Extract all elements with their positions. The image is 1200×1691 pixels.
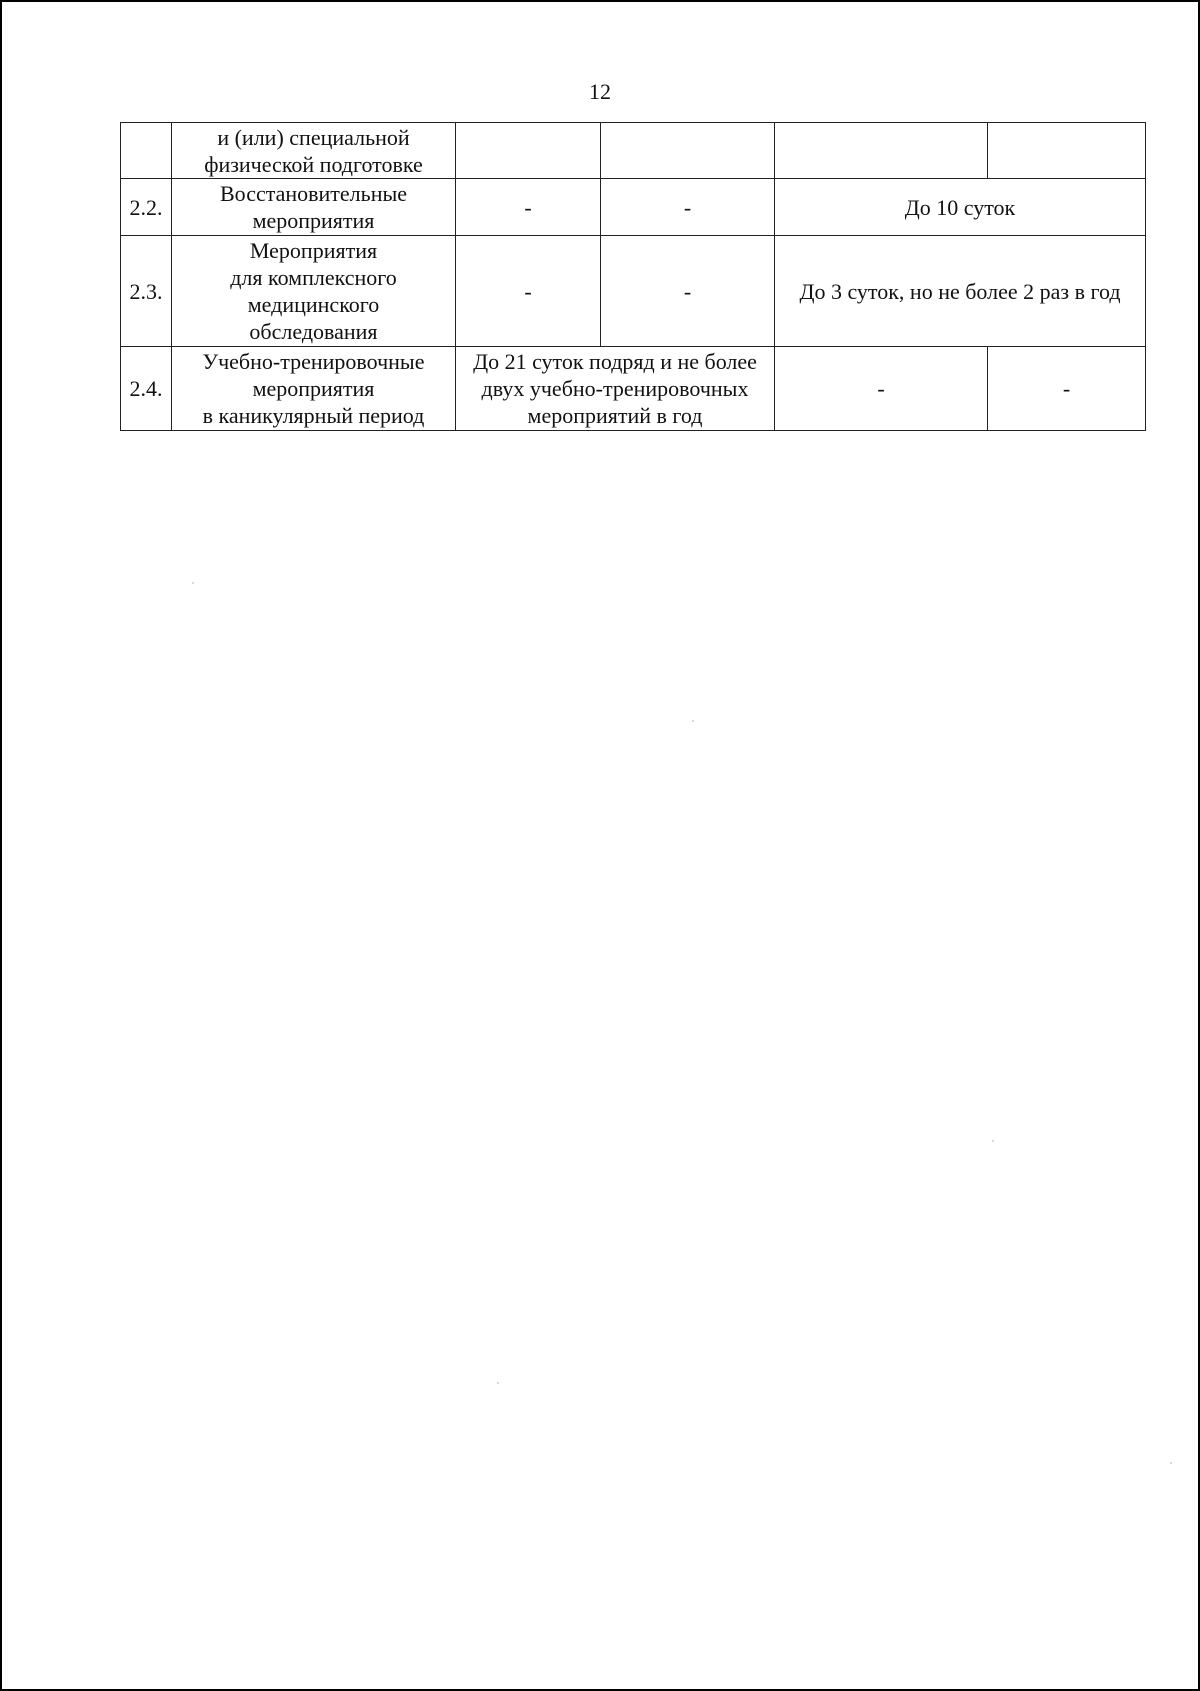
merged-value-cell: До 10 суток (775, 179, 1146, 236)
table-cell (456, 123, 601, 179)
merged-value-line: мероприятий в год (527, 403, 703, 428)
activity-name-line: в каникулярный период (202, 403, 425, 428)
merged-value-cell: До 3 суток, но не более 2 раз в год (775, 236, 1146, 347)
value-cell: - (456, 179, 601, 236)
table-cell (601, 123, 775, 179)
table-row (121, 236, 1146, 347)
activity-name-line: физической подготовке (204, 151, 423, 177)
activity-name-line: мероприятия (252, 208, 375, 233)
page-number: 12 (589, 79, 611, 104)
row-number-cell: 2.2. (121, 179, 172, 236)
scan-speck (497, 1382, 499, 1384)
row-number-cell: 2.4. (121, 347, 172, 431)
scan-speck (192, 582, 194, 584)
activity-name-line: мероприятия (252, 376, 375, 401)
activity-name-line: обследования (249, 319, 378, 344)
value-cell: - (601, 236, 775, 347)
schedule-table (120, 122, 1146, 431)
value-cell: - (456, 236, 601, 347)
table-row (121, 123, 1146, 179)
table-row (121, 179, 1146, 236)
merged-value-line: двух учебно-тренировочных (481, 376, 749, 401)
merged-value-line: До 21 суток подряд и не более (473, 349, 757, 374)
activity-name-line: медицинского (247, 292, 380, 317)
activity-name-line: Восстановительные (219, 181, 408, 206)
merged-value-cell (456, 347, 775, 431)
activity-name-line: для комплексного (230, 265, 397, 290)
row-number-cell (121, 123, 172, 179)
value-cell: - (601, 179, 775, 236)
table-cell (988, 123, 1146, 179)
activity-name-cell (172, 347, 456, 431)
activity-name-cell (172, 179, 456, 236)
row-number-cell: 2.3. (121, 236, 172, 347)
activity-name-line: Учебно-тренировочные (202, 349, 425, 374)
scan-speck (692, 720, 694, 722)
table-row (121, 347, 1146, 431)
activity-name-line: Мероприятия (249, 238, 378, 263)
value-cell: - (988, 347, 1146, 431)
activity-name-cell (172, 123, 456, 179)
scan-speck (1170, 1462, 1172, 1464)
table-cell (775, 123, 988, 179)
activity-name-cell (172, 236, 456, 347)
value-cell: - (775, 347, 988, 431)
scan-speck (992, 1140, 994, 1142)
activity-name-line: и (или) специальной (217, 124, 410, 150)
